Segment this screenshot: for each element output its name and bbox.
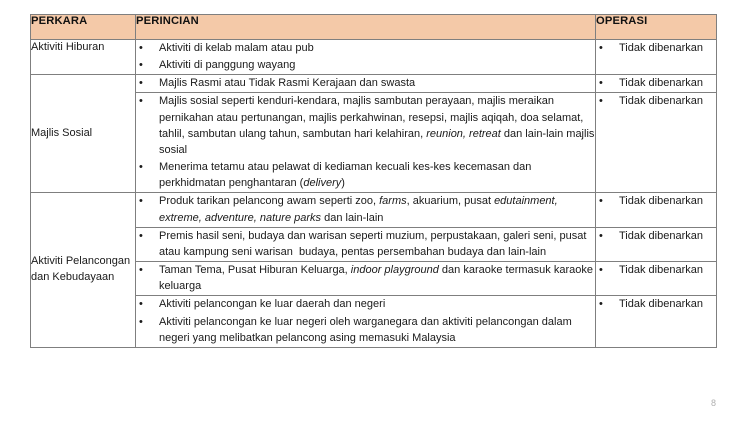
operasi-cell: • Tidak dibenarkan <box>596 93 717 193</box>
table-row <box>31 75 717 93</box>
perincian-cell: • Premis hasil seni, budaya dan warisan seperti muzium, perpustakaan, galeri seni, pusat atau kampung seni warisan budaya, pentas persembahan budaya dan lain-lain <box>136 227 596 261</box>
perincian-cell: • Produk tarikan pelancong awam seperti zoo, farms, akuarium, pusat edutainment, extreme, adventure, nature parks dan lain-lain <box>136 193 596 227</box>
operasi-cell: • Tidak dibenarkan <box>596 75 717 93</box>
operasi-cell: • Tidak dibenarkan <box>596 262 717 296</box>
operasi-cell: • Tidak dibenarkan <box>596 193 717 227</box>
table-header-row <box>31 15 717 40</box>
perincian-cell: • Taman Tema, Pusat Hiburan Keluarga, indoor playground dan karaoke termasuk karaoke keluarga <box>136 262 596 296</box>
perkara-label-majlis-sosial: Majlis Sosial <box>31 75 136 193</box>
operasi-cell: • Tidak dibenarkan <box>596 296 717 347</box>
operasi-cell: • Tidak dibenarkan <box>596 40 717 75</box>
table-row <box>31 40 717 75</box>
column-header-perkara: PERKARA <box>31 15 136 40</box>
perincian-cell: • Majlis sosial seperti kenduri-kendara, majlis sambutan perayaan, majlis meraikan pernikahan atau pertunangan, majlis perkahwinan, resepsi, majlis aqiqah, doa selamat, tahlil, sambutan ulang tahun, sambutan hari kelahiran, reunion, retreat dan lain-lain majlis sosial • Menerima tetamu atau pelawat di kediaman kecuali kes-kes kecemasan dan perkhidmatan penghantaran (delivery) <box>136 93 596 193</box>
perincian-cell: • Majlis Rasmi atau Tidak Rasmi Kerajaan dan swasta <box>136 75 596 93</box>
column-header-perincian: PERINCIAN <box>136 15 596 40</box>
perincian-cell: • Aktiviti pelancongan ke luar daerah dan negeri • Aktiviti pelancongan ke luar negeri oleh warganegara dan aktiviti pelancongan dalam negeri yang melibatkan pelancong asing memasuki Malaysia <box>136 296 596 347</box>
table-header <box>31 15 717 40</box>
operasi-cell: • Tidak dibenarkan <box>596 227 717 261</box>
column-header-operasi: OPERASI <box>596 15 717 40</box>
perkara-label-aktiviti-hiburan: Aktiviti Hiburan <box>31 40 136 75</box>
table-body <box>31 40 717 348</box>
page-number: 8 <box>710 398 716 408</box>
perincian-cell: • Aktiviti di kelab malam atau pub • Aktiviti di panggung wayang <box>136 40 596 75</box>
table-row <box>31 193 717 227</box>
perkara-label-aktiviti-pelancongan-dan-kebudayaan: Aktiviti Pelancongan dan Kebudayaan <box>31 193 136 347</box>
sop-table <box>30 14 717 348</box>
